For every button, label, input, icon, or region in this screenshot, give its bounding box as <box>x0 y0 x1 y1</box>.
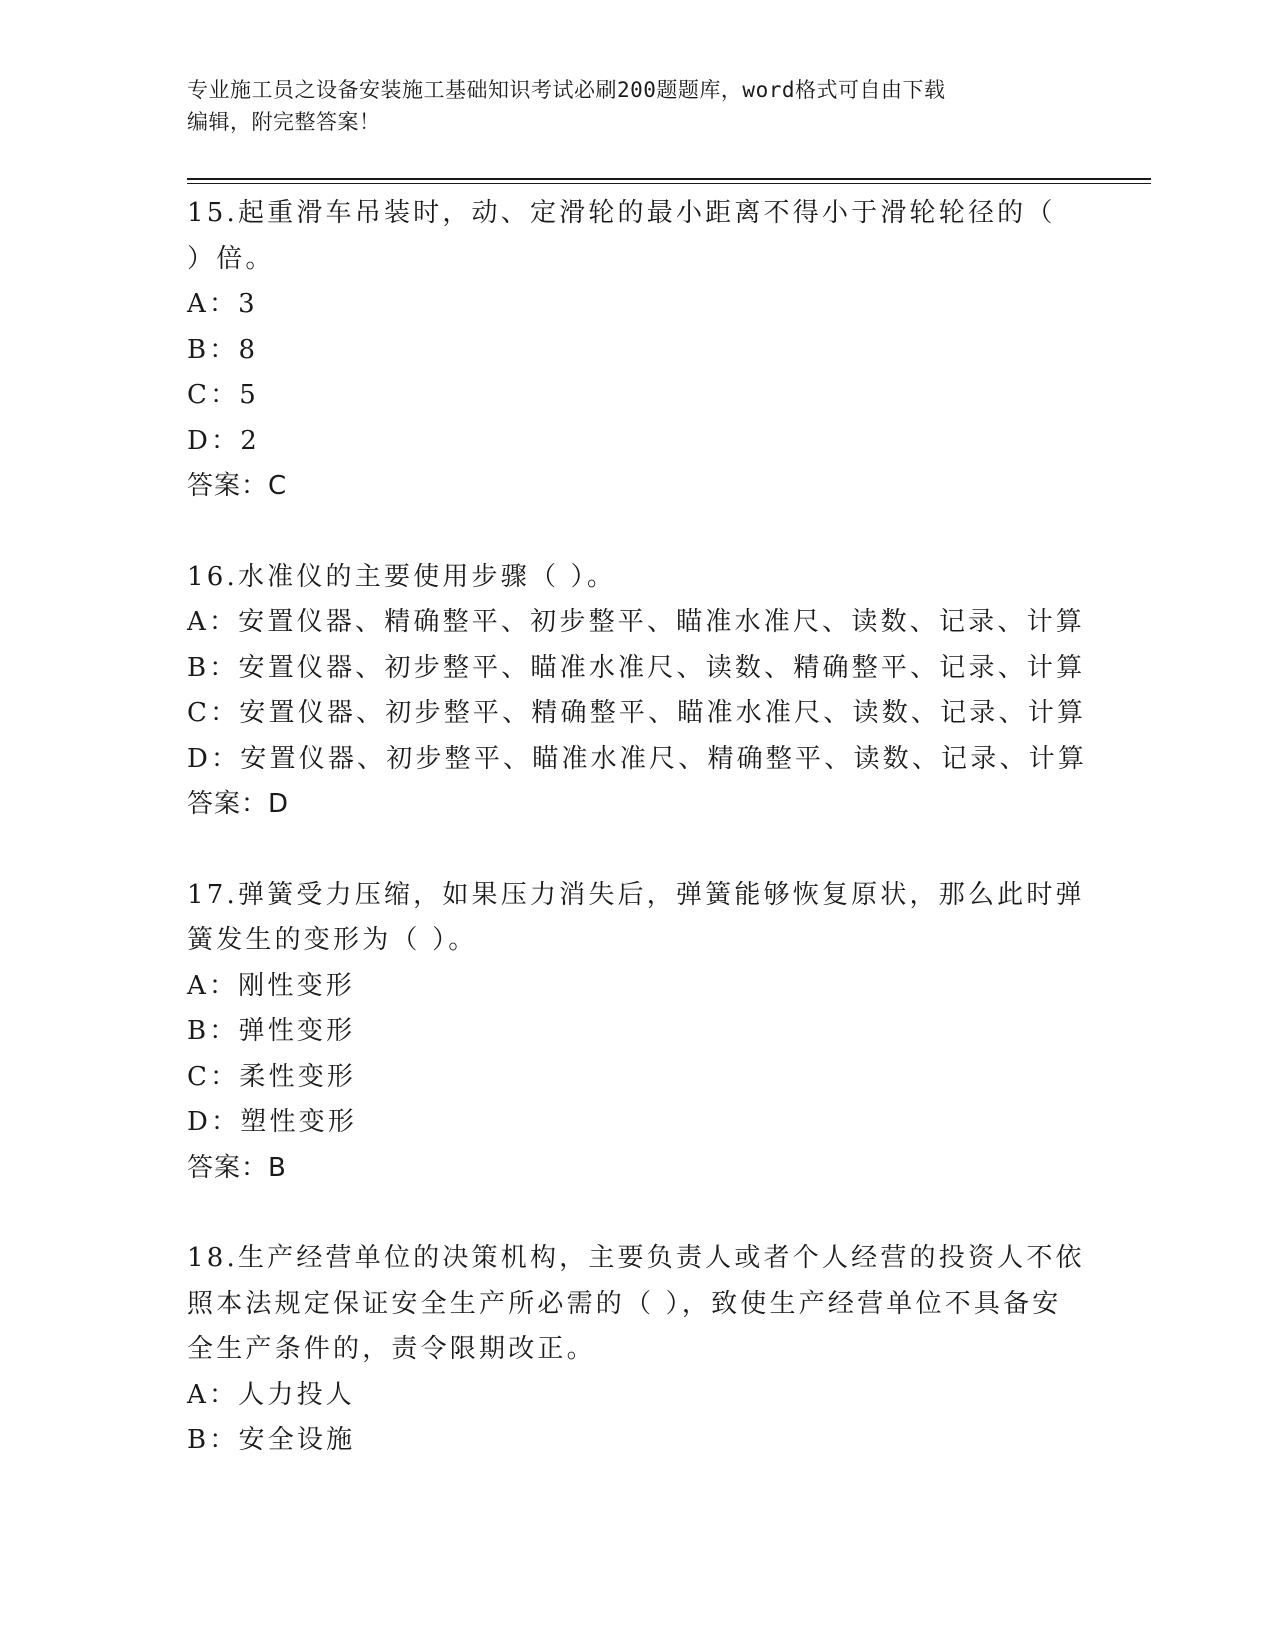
option-b: B：安全设施 <box>187 1425 356 1455</box>
question-18 <box>187 1236 1087 1464</box>
header-divider-thick <box>187 178 1151 180</box>
answer-line: 答案：C <box>187 471 288 501</box>
header-divider-thin <box>187 183 1151 184</box>
question-stem-line: 15.起重滑车吊装时，动、定滑轮的最小距离不得小于滑轮轮径的（ <box>187 198 1056 228</box>
answer-line: 答案：B <box>187 1152 287 1183</box>
option-b: B：8 <box>187 334 259 365</box>
question-stem-line: 18.生产经营单位的决策机构，主要负责人或者个人经营的投资人不依 <box>187 1243 1085 1273</box>
question-stem-line: 全生产条件的，责令限期改正。 <box>187 1334 596 1364</box>
option-a: A：刚性变形 <box>187 970 355 1001</box>
question-15 <box>187 191 1087 510</box>
question-stem-line: 簧发生的变形为（ ）。 <box>187 925 478 955</box>
question-stem-line: 17.弹簧受力压缩，如果压力消失后，弹簧能够恢复原状，那么此时弹 <box>187 879 1085 910</box>
question-stem-line: 照本法规定保证安全生产所必需的（ ），致使生产经营单位不具备安 <box>187 1288 1062 1319</box>
option-d: D：2 <box>187 425 260 456</box>
option-d: D：塑性变形 <box>187 1107 358 1137</box>
option-c: C：5 <box>187 380 260 410</box>
question-17 <box>187 873 1087 1192</box>
question-list <box>187 191 1087 1509</box>
option-a: A：3 <box>187 289 258 319</box>
option-c: C：柔性变形 <box>187 1061 357 1092</box>
header-title-line-1: 专业施工员之设备安装施工基础知识考试必刷200题题库，word格式可自由下载 <box>187 78 946 102</box>
question-16 <box>187 555 1087 828</box>
option-d: D：安置仪器、初步整平、瞄准水准尺、精确整平、读数、记录、计算 <box>187 743 1088 774</box>
document-header <box>187 74 1067 138</box>
answer-line: 答案：D <box>187 789 290 819</box>
question-stem-line: 16.水准仪的主要使用步骤（ ）。 <box>187 561 617 592</box>
option-c: C：安置仪器、初步整平、精确整平、瞄准水准尺、读数、记录、计算 <box>187 698 1087 728</box>
option-b: B：安置仪器、初步整平、瞄准水准尺、读数、精确整平、记录、计算 <box>187 652 1086 683</box>
option-b: B：弹性变形 <box>187 1016 356 1046</box>
header-title-line-2: 编辑，附完整答案！ <box>187 110 381 134</box>
question-stem-line: ）倍。 <box>187 243 275 274</box>
option-a: A：安置仪器、精确整平、初步整平、瞄准水准尺、读数、记录、计算 <box>187 607 1085 637</box>
option-a: A：人力投人 <box>187 1379 355 1410</box>
